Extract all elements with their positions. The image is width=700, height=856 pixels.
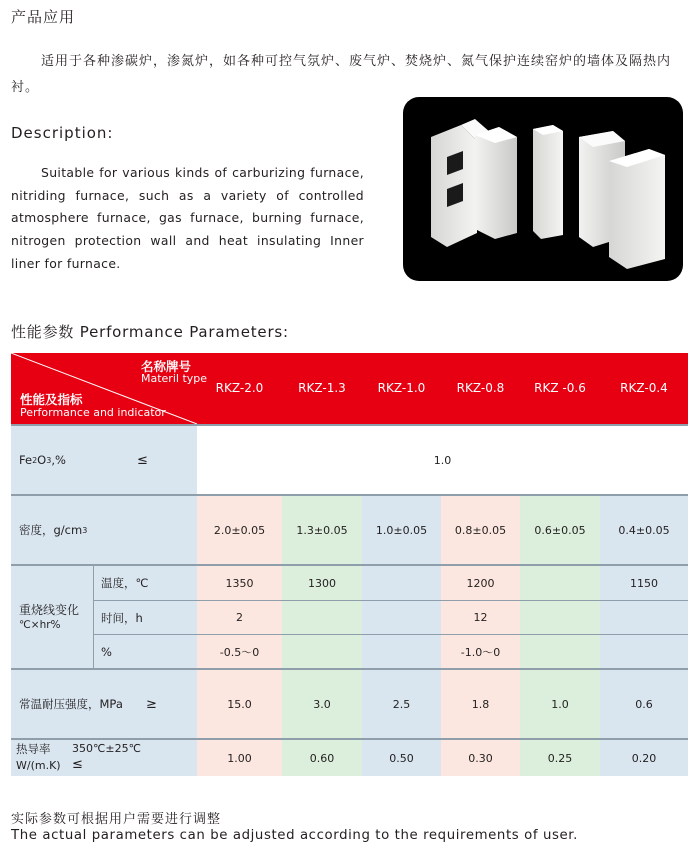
reheat-unit: ℃×hr%: [19, 619, 61, 631]
fe2o3-operator: ≤: [137, 452, 148, 468]
header-perf-en: Performance and indicator: [20, 406, 166, 419]
parameters-table: [11, 353, 688, 776]
strength-val-1: 15.0: [197, 670, 282, 738]
header-perf-cn: 性能及指标: [20, 392, 83, 407]
section-title-en: Description:: [11, 124, 114, 142]
section-title-cn: 产品应用: [11, 8, 76, 26]
product-photo: [403, 97, 683, 281]
conductivity-condition: 350℃±25℃: [72, 742, 141, 755]
conductivity-val-1: 1.00: [197, 740, 282, 776]
fe2o3-value: 1.0: [197, 426, 688, 494]
reheat-temp-4: 1150: [630, 576, 658, 590]
strength-val-2: 3.0: [282, 670, 362, 738]
conductivity-label: 热导率: [16, 742, 51, 756]
conductivity-val-3: 0.50: [362, 740, 441, 776]
density-val-1: 2.0±0.05: [197, 496, 282, 564]
conductivity-val-5: 0.25: [520, 740, 600, 776]
density-label: 密度，g/cm 3: [19, 523, 88, 537]
insulating-bricks-image: [403, 97, 683, 281]
strength-val-6: 0.6: [600, 670, 688, 738]
fe2o3-label: Fe 2 O 3 ,%: [19, 453, 66, 467]
model-col-2: RKZ-1.3: [298, 381, 346, 395]
density-val-4: 0.8±0.05: [441, 496, 520, 564]
footer-note-cn: 实际参数可根据用户需要进行调整: [11, 812, 222, 827]
model-col-3: RKZ-1.0: [377, 381, 426, 395]
conductivity-val-4: 0.30: [441, 740, 520, 776]
strength-val-3: 2.5: [362, 670, 441, 738]
description-en: Suitable for various kinds of carburizing furnace, nitriding furnace, such as a variety of controlled atmosphere furnace, gas furnace, burning furnace, nitrogen protection wall and heat insulating Inner liner for furnace.: [11, 165, 364, 271]
strength-operator: ≥: [146, 696, 157, 712]
density-val-2: 1.3±0.05: [282, 496, 362, 564]
reheat-label: 重烧线变化: [19, 603, 80, 617]
footer-note-en: The actual parameters can be adjusted according to the requirements of user.: [11, 828, 578, 843]
model-col-5: RKZ -0.6: [534, 381, 586, 395]
reheat-temp-2: 1300: [308, 576, 336, 590]
strength-val-4: 1.8: [441, 670, 520, 738]
header-type-en: Materil type: [141, 372, 208, 385]
table-header: [11, 353, 688, 424]
strength-label: 常温耐压强度，MPa: [19, 697, 123, 711]
conductivity-val-2: 0.60: [282, 740, 362, 776]
description-cn: 适用于各种渗碳炉，渗氮炉，如各种可控气氛炉、废气炉、焚烧炉、氮气保护连续窑炉的墙体及隔热内衬。: [11, 54, 672, 95]
reheat-pct-1: -0.5～0: [219, 645, 260, 659]
conductivity-unit: W/(m.K): [16, 759, 61, 772]
density-val-5: 0.6±0.05: [520, 496, 600, 564]
conductivity-operator: ≤: [72, 757, 83, 772]
header-type-cn: 名称牌号: [141, 359, 192, 374]
reheat-temp-3: 1200: [466, 576, 495, 590]
reheat-pct-label: %: [101, 644, 112, 659]
reheat-time-2: 12: [473, 611, 488, 624]
reheat-temp-1: 1350: [225, 576, 254, 590]
model-col-1: RKZ-2.0: [215, 381, 264, 395]
density-val-3: 1.0±0.05: [362, 496, 441, 564]
reheat-time-label: 时间，h: [101, 610, 143, 625]
reheat-time-1: 2: [236, 611, 243, 624]
model-col-4: RKZ-0.8: [456, 381, 505, 395]
strength-val-5: 1.0: [520, 670, 600, 738]
density-val-6: 0.4±0.05: [600, 496, 688, 564]
conductivity-val-6: 0.20: [600, 740, 688, 776]
reheat-pct-2: -1.0～0: [460, 645, 501, 659]
performance-title: 性能参数 Performance Parameters:: [11, 323, 289, 341]
model-col-6: RKZ-0.4: [620, 381, 668, 395]
reheat-temp-label: 温度，℃: [101, 576, 149, 590]
